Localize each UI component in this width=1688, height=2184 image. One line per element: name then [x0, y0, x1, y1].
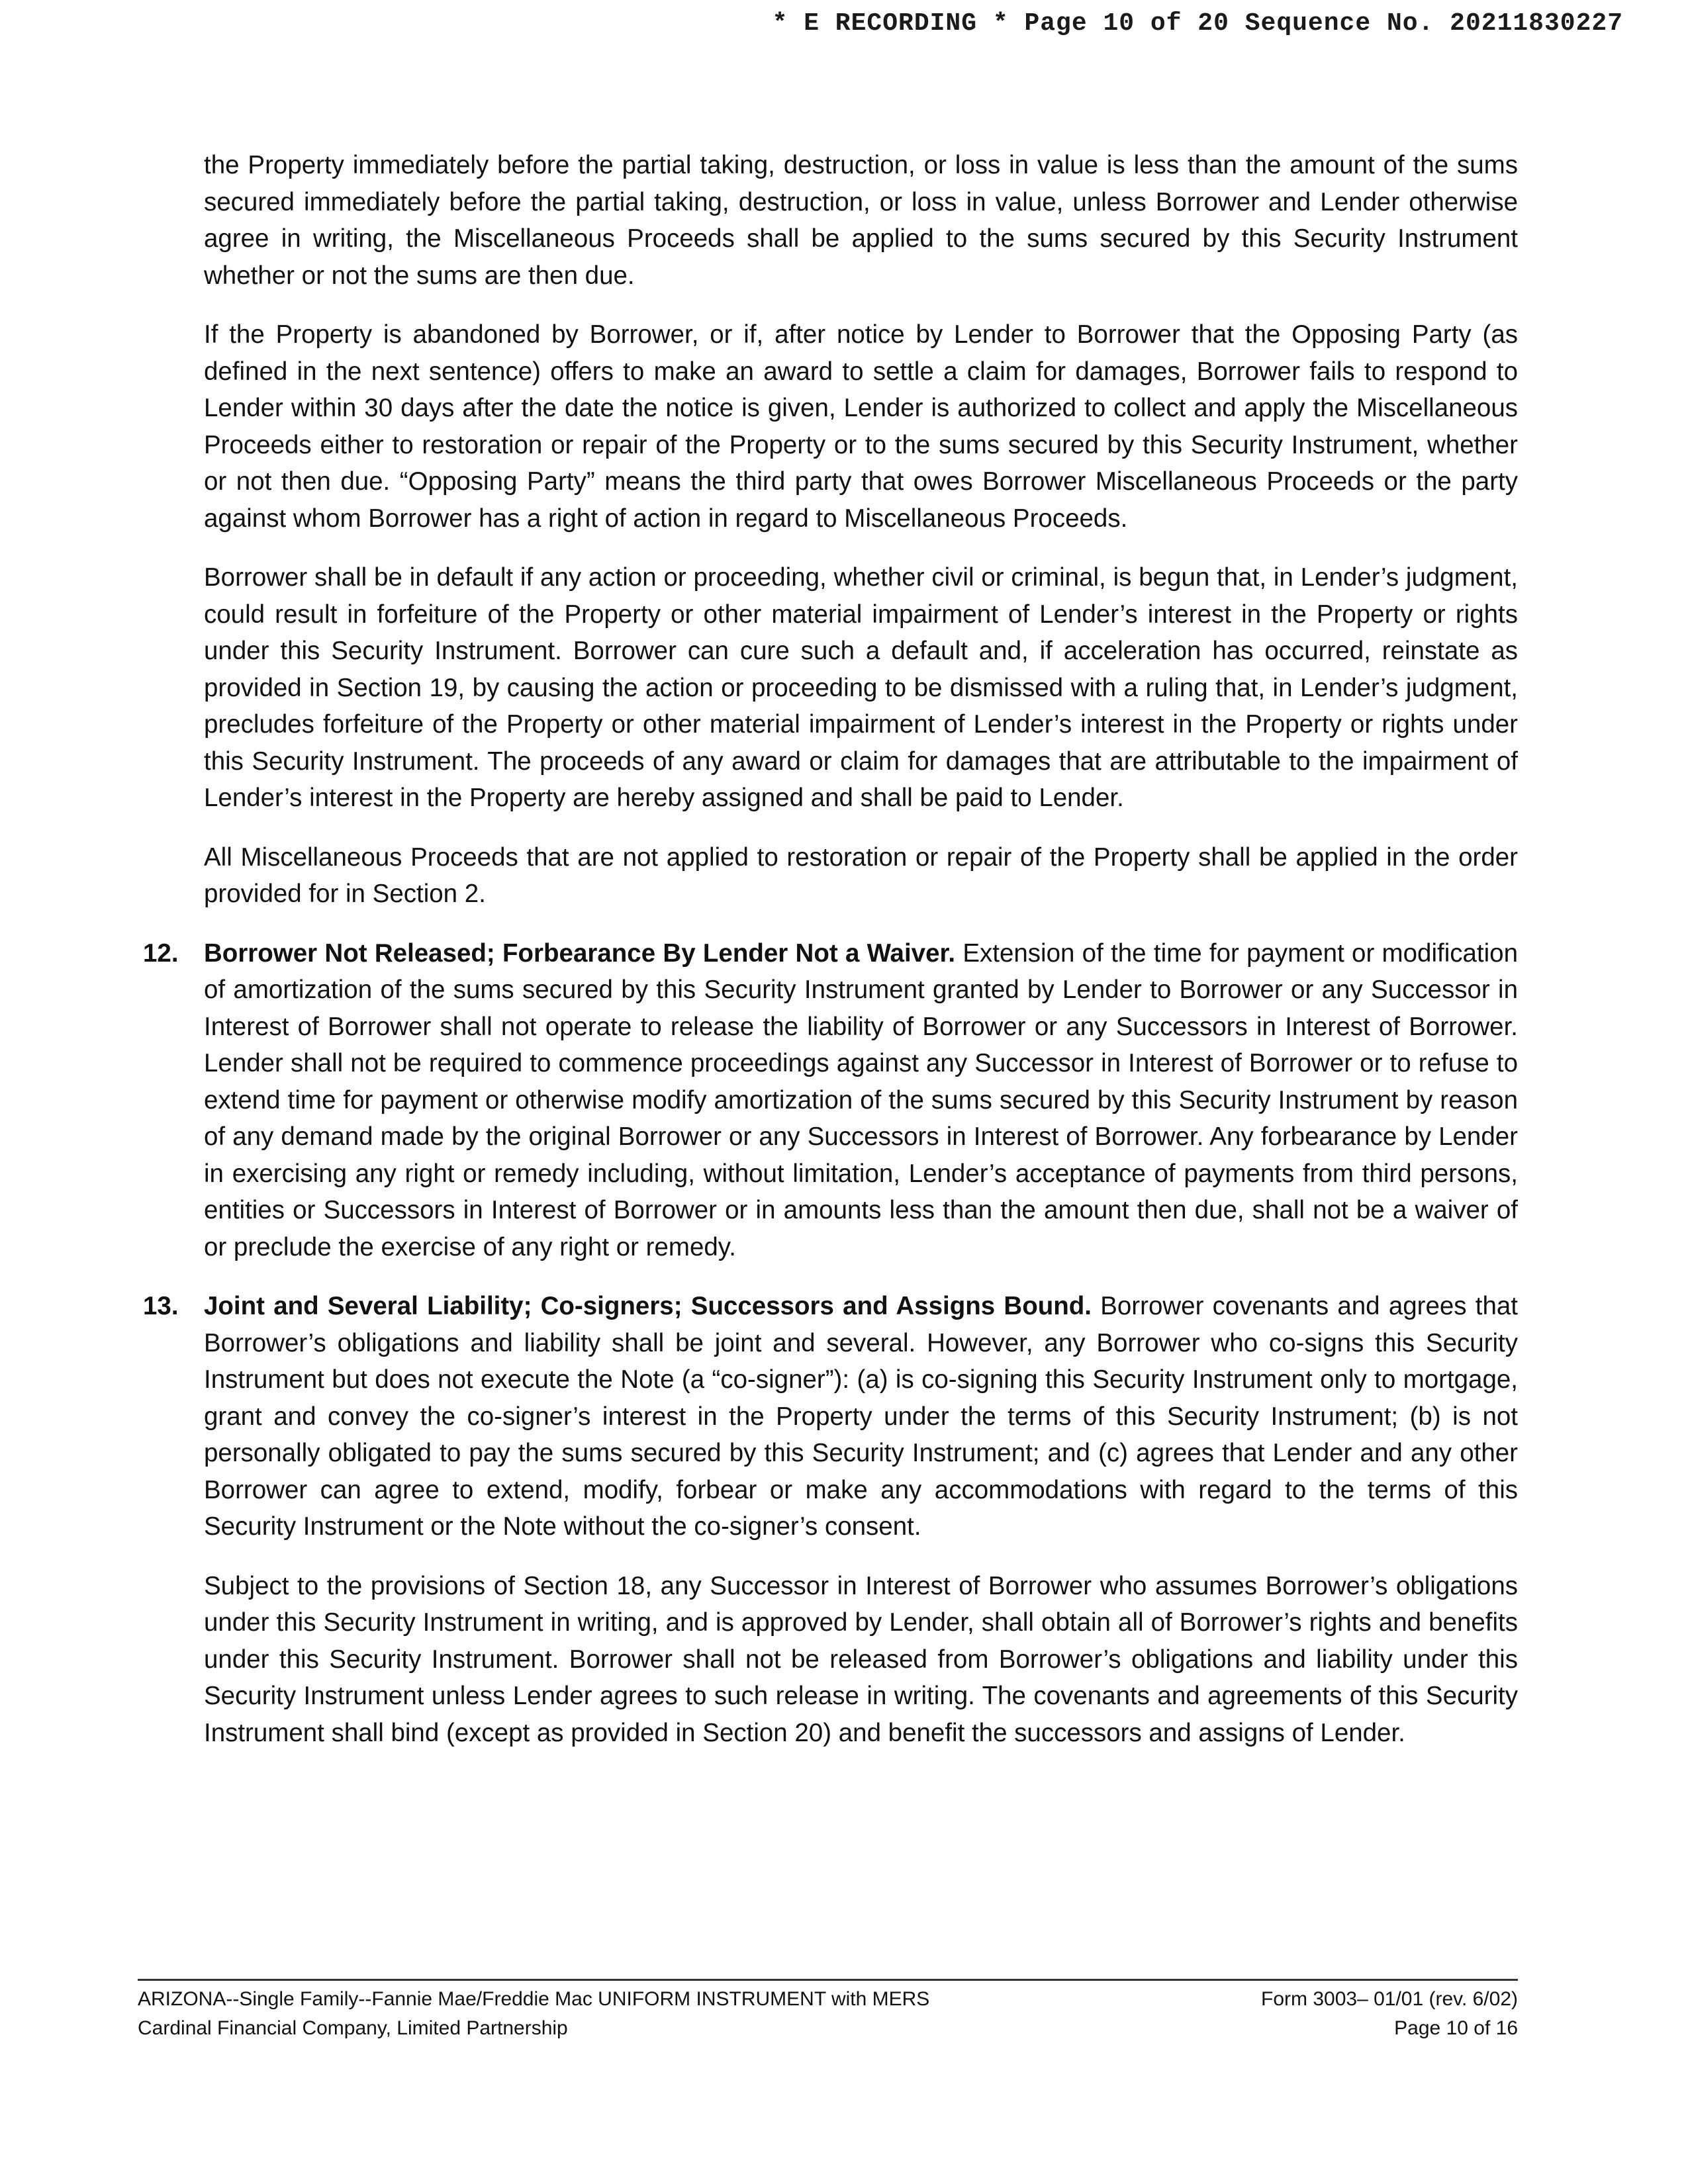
section-13-text: Borrower covenants and agrees that Borrower’s obligations and liability shall be joint and several. However, any Borrower who co-signs this Security Instrument but does not execute the Note (a “co-signer”): (a) is co-signing this Security Instrument only to mortgage, grant and convey the co-signer’s interest in the Property under the terms of this Security Instrument; (b) is not personally obligated to pay the sums secured by this Security Instrument; and (c) agrees that Lender and any other Borrower can agree to extend, modify, forbear or make any accommodations with regard to the terms of this Security Instrument or the Note without the co-signer’s consent.: [204, 1292, 1518, 1541]
document-body: [143, 147, 1518, 1774]
section-12-title: Borrower Not Released; Forbearance By Lender Not a Waiver.: [204, 938, 956, 968]
page-footer: [138, 1979, 1518, 2043]
section-12-number: 12.: [143, 938, 179, 968]
section-13-continuation: Subject to the provisions of Section 18, any Successor in Interest of Borrower who assumes Borrower’s obligations under this Security Instrument in writing, and is approved by Lender, shall obtain all of Borrower’s rights and benefits under this Security Instrument. Borrower shall not be released from Borrower’s obligations and liability under this Security Instrument unless Lender agrees to such release in writing. The covenants and agreements of this Security Instrument shall bind (except as provided in Section 20) and benefit the successors and assigns of Lender.: [204, 1571, 1518, 1747]
section-13-number: 13.: [143, 1292, 179, 1320]
recording-stamp: * E RECORDING * Page 10 of 20 Sequence No. 20211830227: [772, 9, 1623, 38]
paragraph-continuation: the Property immediately before the partial taking, destruction, or loss in value is less than the amount of the sums secured immediately before the partial taking, destruction, or loss in value, unless Borrower and Lender otherwise agree in writing, the Miscellaneous Proceeds shall be applied to the sums secured by this Security Instrument whether or not the sums are then due.: [204, 151, 1518, 290]
footer-page-number: Page 10 of 16: [1394, 2017, 1518, 2039]
paragraph-abandoned-property: If the Property is abandoned by Borrower, or if, after notice by Lender to Borrower that the Opposing Party (as defined in the next sentence) offers to make an award to settle a claim for damages, Borrower fails to respond to Lender within 30 days after the date the notice is given, Lender is authorized to collect and apply the Miscellaneous Proceeds either to restoration or repair of the Property or to the sums secured by this Security Instrument, whether or not then due. “Opposing Party” means the third party that owes Borrower Miscellaneous Proceeds or the party against whom Borrower has a right of action in regard to Miscellaneous Proceeds.: [204, 320, 1518, 533]
footer-form-title: ARIZONA--Single Family--Fannie Mae/Freddie Mac UNIFORM INSTRUMENT with MERS: [138, 1988, 930, 2010]
footer-company: Cardinal Financial Company, Limited Partnership: [138, 2017, 568, 2039]
section-13: [143, 1288, 1518, 1545]
section-12-body: [204, 935, 1518, 1266]
footer-form-number: Form 3003– 01/01 (rev. 6/02): [1261, 1988, 1518, 2010]
section-13-title: Joint and Several Liability; Co-signers; Successors and Assigns Bound.: [204, 1292, 1092, 1320]
section-12: [143, 935, 1518, 1266]
paragraph-default: Borrower shall be in default if any action or proceeding, whether civil or criminal, is begun that, in Lender’s judgment, could result in forfeiture of the Property or other material impairment of Lender’s interest in the Property or rights under this Security Instrument. Borrower can cure such a default and, if acceleration has occurred, reinstate as provided in Section 19, by causing the action or proceeding to be dismissed with a ruling that, in Lender’s judgment, precludes forfeiture of the Property or other material impairment of Lender’s interest in the Property or rights under this Security Instrument. The proceeds of any award or claim for damages that are attributable to the impairment of Lender’s interest in the Property are hereby assigned and shall be paid to Lender.: [204, 563, 1518, 812]
paragraph-misc-proceeds: All Miscellaneous Proceeds that are not applied to restoration or repair of the Property shall be applied in the order provided for in Section 2.: [204, 842, 1518, 908]
section-12-text: Extension of the time for payment or modification of amortization of the sums secured by this Security Instrument granted by Lender to Borrower or any Successor in Interest of Borrower shall not operate to release the liability of Borrower or any Successors in Interest of Borrower. Lender shall not be required to commence proceedings against any Successor in Interest of Borrower or to refuse to extend time for payment or otherwise modify amortization of the sums secured by this Security Instrument by reason of any demand made by the original Borrower or any Successors in Interest of Borrower. Any forbearance by Lender in exercising any right or remedy including, without limitation, Lender’s acceptance of payments from third persons, entities or Successors in Interest of Borrower or in amounts less than the amount then due, shall not be a waiver of or preclude the exercise of any right or remedy.: [204, 938, 1518, 1261]
section-13-body: [204, 1288, 1518, 1545]
